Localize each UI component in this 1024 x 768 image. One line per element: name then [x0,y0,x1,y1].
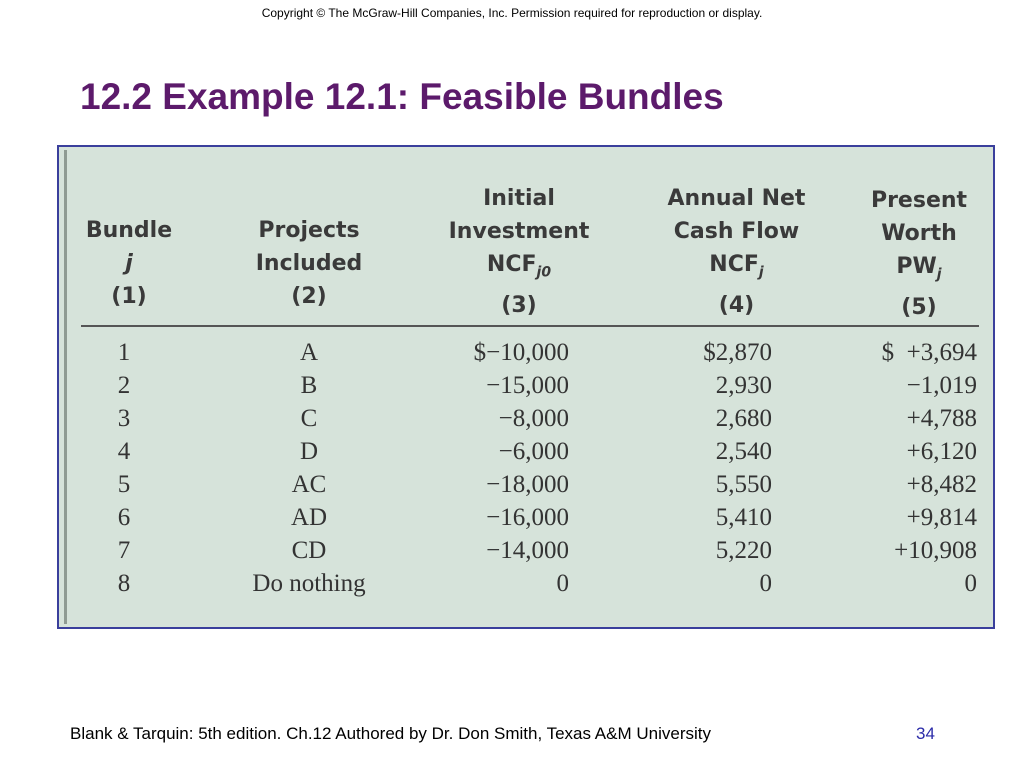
header-annual-line4: (4) [718,293,755,319]
cell-projects: A [299,339,319,366]
table-row [59,336,993,369]
header-projects-line3: (2) [291,284,327,309]
cell-pw: +4,788 [906,405,977,432]
table-row [59,501,993,534]
page-number: 34 [916,724,935,743]
cell-projects: AC [291,471,327,498]
header-annual [649,182,824,322]
cell-investment: −8,000 [498,405,569,432]
table-row [59,468,993,501]
cell-projects: C [300,405,318,432]
header-pw [854,184,984,324]
footer-credit: Blank & Tarquin: 5th edition. Ch.12 Authored by Dr. Don Smith, Texas A&M University [70,724,711,743]
header-investment [429,182,609,322]
header-projects-line1: Projects [258,218,360,243]
slide-title: 12.2 Example 12.1: Feasible Bundles [80,76,724,117]
cell-projects: D [299,438,319,465]
header-projects [234,214,384,313]
cell-investment: $−10,000 [473,339,569,366]
cell-investment: −14,000 [486,537,569,564]
header-annual-ncf: NCF [709,252,759,277]
header-investment-line4: (3) [501,293,537,319]
cell-projects: B [300,372,318,399]
cell-annual: 0 [759,570,772,597]
cell-investment: −6,000 [498,438,569,465]
cell-pw: +6,120 [906,438,977,465]
cell-investment: −18,000 [486,471,569,498]
cell-annual: 5,410 [715,504,772,531]
header-annual-line2: Cash Flow [673,219,800,244]
cell-investment: −15,000 [486,372,569,399]
header-investment-sub: j0 [536,264,552,281]
cell-bundle: 8 [117,570,131,597]
header-bundle-line2: j [125,251,133,276]
header-pw-sub: j [936,266,942,283]
header-annual-line1: Annual Net [667,186,806,211]
cell-pw: $ +3,694 [881,339,977,366]
table-row [59,435,993,468]
header-pw-text: PW [896,254,937,279]
cell-bundle: 4 [117,438,131,465]
cell-pw: +10,908 [894,537,977,564]
header-bundle [74,214,184,313]
cell-annual: 5,220 [715,537,772,564]
cell-pw: +8,482 [906,471,977,498]
cell-projects: AD [290,504,328,531]
table-row [59,402,993,435]
header-pw-line3 [854,250,984,291]
table-row [59,369,993,402]
cell-bundle: 2 [117,372,131,399]
header-bundle-line3: (1) [111,284,147,309]
header-projects-line2: Included [255,251,363,276]
bundles-table [57,145,995,629]
table-row [59,567,993,600]
cell-pw: 0 [964,570,977,597]
cell-annual: 2,680 [715,405,772,432]
cell-pw: +9,814 [906,504,977,531]
header-pw-line4: (5) [901,295,937,321]
cell-bundle: 6 [117,504,131,531]
cell-annual: 5,550 [715,471,772,498]
cell-pw: −1,019 [906,372,977,399]
header-pw-line1: Present [870,188,968,213]
header-investment-line2: Investment [448,219,590,244]
header-annual-sub: j [758,264,764,281]
copyright-notice: Copyright © The McGraw-Hill Companies, Inc. Permission required for reproduction or display. [261,6,763,20]
header-investment-line3 [429,248,609,289]
cell-bundle: 3 [117,405,131,432]
cell-investment: 0 [556,570,569,597]
cell-bundle: 5 [117,471,131,498]
table-row [59,534,993,567]
header-investment-line1: Initial [483,186,555,211]
cell-projects: Do nothing [252,570,366,597]
header-pw-line2: Worth [881,221,957,246]
header-bundle-line1: Bundle [85,218,173,243]
cell-annual: $2,870 [703,339,772,366]
cell-bundle: 7 [117,537,131,564]
cell-projects: CD [291,537,327,564]
header-annual-line3 [649,248,824,289]
cell-bundle: 1 [117,339,131,366]
cell-investment: −16,000 [486,504,569,531]
header-divider [81,325,979,327]
cell-annual: 2,540 [715,438,772,465]
cell-annual: 2,930 [715,372,772,399]
header-investment-ncf: NCF [486,252,537,277]
